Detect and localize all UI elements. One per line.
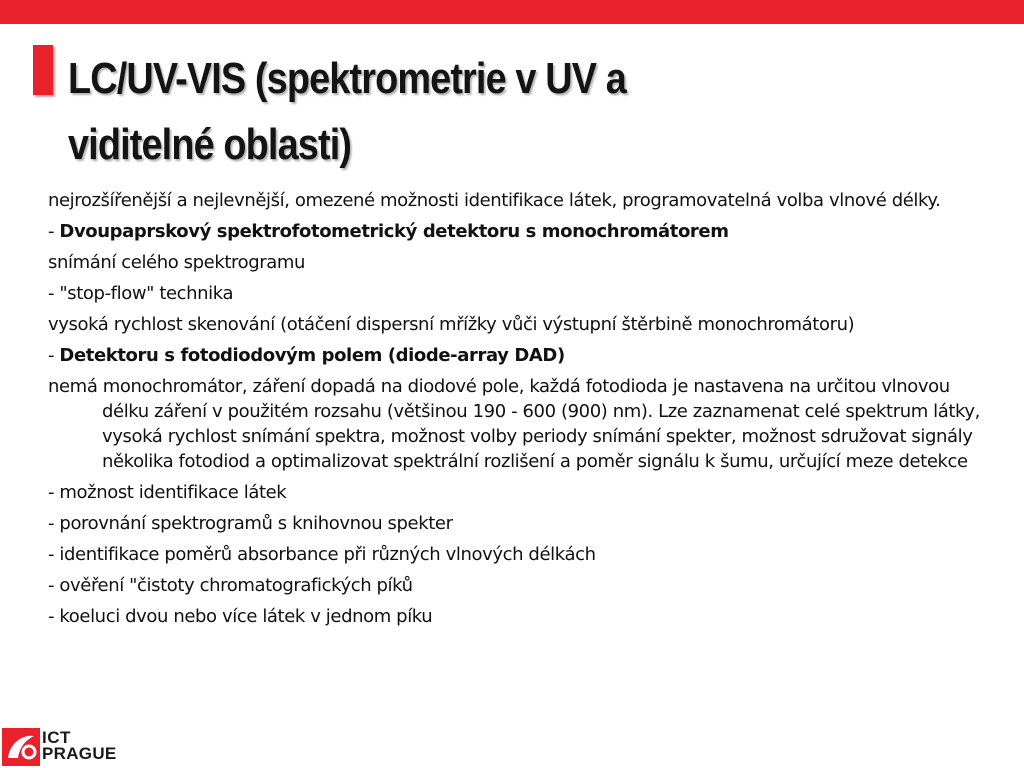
body-line-text: nejrozšířenější a nejlevnější, omezené možnosti identifikace látek, programovatelná volba vlnové délky. <box>48 190 941 211</box>
title-accent-bar <box>33 45 53 95</box>
logo-prague: PRAGUE <box>42 744 117 763</box>
body-line-text: - identifikace poměrů absorbance při různých vlnových délkách <box>48 544 596 565</box>
slide-body <box>48 188 998 635</box>
body-line-8 <box>48 480 998 505</box>
ict-prague-logo <box>2 728 122 766</box>
body-line-5 <box>48 312 998 337</box>
body-line-11 <box>48 573 998 598</box>
title-line-1: LC/UV-VIS (spektrometrie v UV a <box>68 54 626 103</box>
title-line-2: viditelné oblasti) <box>68 120 352 169</box>
body-line-text: snímání celého spektrogramu <box>48 252 306 273</box>
slide-title <box>68 46 842 178</box>
logo-ict: ICT <box>42 728 71 747</box>
logo-text <box>42 730 117 762</box>
body-line-7 <box>48 374 998 474</box>
body-line-9 <box>48 511 998 536</box>
body-line-2 <box>48 219 998 244</box>
body-line-text: vysoká rychlost skenování (otáčení dispersní mřížky vůči výstupní štěrbině monochromátoru) <box>48 314 855 335</box>
body-line-3 <box>48 250 998 275</box>
body-line-heading: Dvoupaprskový spektrofotometrický detektoru s monochromátorem <box>59 221 729 242</box>
body-line-prefix: - <box>48 345 60 366</box>
body-line-10 <box>48 542 998 567</box>
body-line-text: - možnost identifikace látek <box>48 482 287 503</box>
body-line-prefix: - <box>48 221 60 242</box>
body-line-text: - "stop-flow" technika <box>48 283 234 304</box>
body-line-text: nemá monochromátor, záření dopadá na diodové pole, každá fotodioda je nastavena na určitou vlnovou délku záření v použitém rozsahu (většinou 190 - 600 (900) nm). Lze zaznamenat celé spektrum látky, vysoká rychlost snímání spektra, možnost volby periody snímání spekter, možnost sdružovat signály několika fotodiod a optimalizovat spektrální rozlišení a poměr signálu k šumu, určující meze detekce <box>48 376 981 472</box>
body-line-text: - ověření "čistoty chromatografických píků <box>48 575 413 596</box>
body-line-12 <box>48 604 998 629</box>
ict-prague-logo-mark-icon <box>2 728 40 766</box>
body-line-4 <box>48 281 998 306</box>
body-line-1 <box>48 188 998 213</box>
body-line-text: - koeluci dvou nebo více látek v jednom píku <box>48 606 433 627</box>
body-line-heading: Detektoru s fotodiodovým polem (diode-array DAD) <box>59 345 565 366</box>
top-accent-bar <box>0 0 1024 24</box>
body-line-text: - porovnání spektrogramů s knihovnou spekter <box>48 513 453 534</box>
body-line-6 <box>48 343 998 368</box>
